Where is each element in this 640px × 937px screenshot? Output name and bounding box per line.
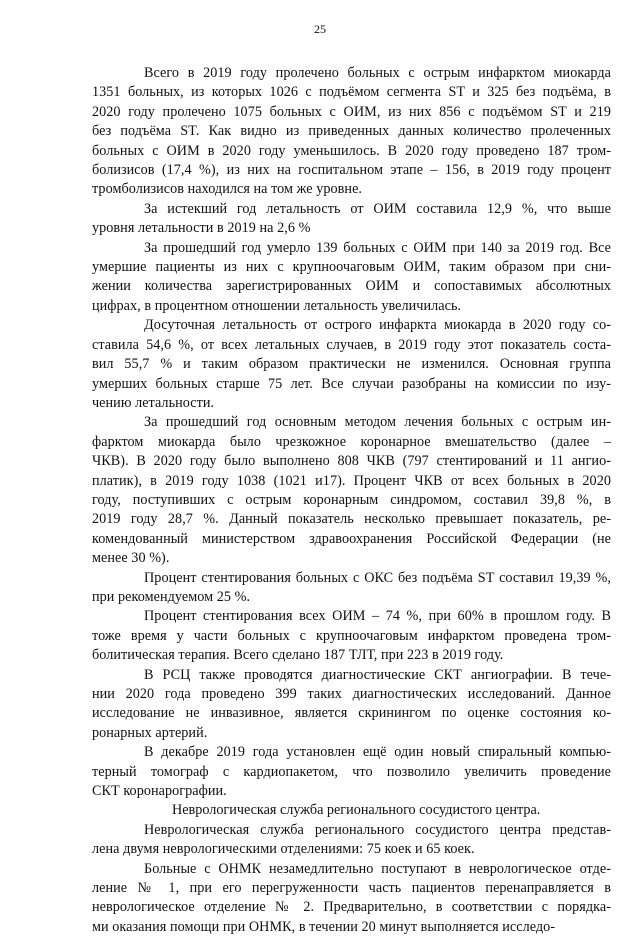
paragraph-line: комендованный министерством здравоохранения Российской Федерации (не [92, 530, 611, 547]
paragraph-group-post [92, 821, 611, 937]
paragraph-line: ставила 54,6 %, от всех летальных случаев, в 2019 году этот показатель соста- [92, 336, 611, 353]
paragraph-line: чению летальности. [92, 394, 215, 411]
paragraph-line: тоже время у части больных с крупноочаговым инфарктом проведена тром- [92, 627, 611, 644]
paragraph-line: ление № 1, при его перегруженности часть пациентов перенаправляется в [92, 880, 611, 897]
paragraph [92, 413, 611, 568]
page-body [92, 64, 611, 937]
paragraph [92, 743, 611, 801]
paragraph [92, 666, 611, 744]
paragraph-line: фарктом миокарда было чрезкожное коронарное вмешательство (далее – [92, 433, 611, 450]
paragraph-line: 2019 году 28,7 %. Данный показатель несколько превышает показатель, ре- [92, 511, 611, 528]
paragraph-line: Процент стентирования больных с ОКС без подъёма ST составил 19,39 %, [144, 569, 611, 586]
paragraph-line: жении количества зарегистрированных ОИМ и сопоставимых абсолютных [92, 278, 611, 295]
paragraph-line: терный томограф с кардиопакетом, что позволило увеличить проведение [92, 763, 611, 780]
paragraph [92, 200, 611, 239]
paragraph-line: В РСЦ также проводятся диагностические СКТ ангиографии. В тече- [144, 666, 611, 683]
paragraph-line: Неврологическая служба регионального сосудистого центра представ- [144, 821, 611, 838]
paragraph-line: В декабре 2019 года установлен ещё один новый спиральный компью- [144, 744, 611, 761]
paragraph-line: 1351 больных, из которых 1026 с подъёмом сегмента ST и 325 без подъёма, в [92, 84, 611, 101]
paragraph-line: 2020 году пролечено 1075 больных с ОИМ, из них 856 с подъёмом ST и 219 [92, 103, 611, 120]
paragraph-line: нии 2020 года проведено 399 таких диагностических исследований. Данное [92, 686, 611, 702]
paragraph-line: году, поступивших с острым коронарным синдромом, составил 39,8 %, в [92, 491, 611, 508]
paragraph-line: ЧКВ). В 2020 году было выполнено 808 ЧКВ (797 стентирований и 11 ангио- [92, 453, 611, 470]
paragraph [92, 64, 611, 200]
paragraph-line: цифрах, в процентном отношении летальность увеличилась. [92, 297, 462, 314]
paragraph-line: умершие пациенты из них с крупноочаговым ОИМ, таким образом при сни- [92, 259, 611, 276]
paragraph-line: За прошедший год основным методом лечения больных с острым ин- [144, 414, 611, 431]
paragraph-line: умерших больных старше 75 лет. Все случаи разобраны на комиссии по изу- [92, 375, 611, 392]
paragraph [92, 316, 611, 413]
paragraph-line: Досуточная летальность от острого инфаркта миокарда в 2020 году со- [144, 317, 611, 334]
paragraph-line: ронарных артерий. [92, 724, 208, 741]
section-heading: Неврологическая служба регионального сосудистого центра. [172, 802, 541, 819]
paragraph [92, 821, 611, 860]
paragraph [92, 607, 611, 665]
paragraph-line: За истекший год летальность от ОИМ составила 12,9 %, что выше [144, 200, 611, 217]
paragraph-line: неврологическое отделение № 2. Предварительно, в соответствии с порядка- [92, 899, 611, 916]
paragraph-line: уровня летальности в 2019 на 2,6 % [92, 220, 311, 237]
paragraph-group-pre [92, 64, 611, 801]
paragraph [92, 860, 611, 937]
paragraph-line: лена двумя неврологическими отделениями: 75 коек и 65 коек. [92, 841, 475, 858]
paragraph-line: болитическая терапия. Всего сделано 187 ТЛТ, при 223 в 2019 году. [92, 647, 504, 664]
paragraph-line: Всего в 2019 году пролечено больных с острым инфарктом миокарда [144, 65, 611, 81]
paragraph-line: больных с ОИМ в 2020 году уменьшилось. В 2020 году проведено 187 тром- [92, 142, 611, 159]
paragraph-line: исследование не инвазивное, является скринингом по оценке состояния ко- [92, 705, 611, 722]
page-number: 25 [314, 22, 326, 36]
paragraph-line: Больные с ОНМК незамедлительно поступают в неврологическое отде- [144, 860, 611, 877]
paragraph-line: платик), в 2019 году 1038 (1021 и17). Процент ЧКВ от всех больных в 2020 [92, 472, 611, 489]
paragraph-line: ми оказания помощи при ОНМК, в течении 20 минут выполняется исследо- [92, 918, 556, 935]
paragraph-line: менее 30 %). [92, 550, 170, 567]
paragraph-line: при рекомендуемом 25 %. [92, 588, 251, 605]
paragraph-line: вил 55,7 % и таким образом практически не изменился. Основная группа [92, 356, 611, 373]
paragraph [92, 239, 611, 317]
paragraph-line: болизисов (17,4 %), из них на госпитальном этапе – 156, в 2019 году процент [92, 162, 611, 179]
paragraph-line: Процент стентирования всех ОИМ – 74 %, при 60% в прошлом году. В [144, 608, 611, 625]
paragraph-line: без подъёма ST. Как видно из приведенных данных количество пролеченных [92, 123, 611, 140]
paragraph [92, 569, 611, 608]
paragraph-line: За прошедший год умерло 139 больных с ОИМ при 140 за 2019 год. Все [144, 239, 611, 256]
paragraph-line: тромболизисов находился на том же уровне. [92, 181, 363, 198]
paragraph-line: СКТ коронарографии. [92, 783, 227, 800]
